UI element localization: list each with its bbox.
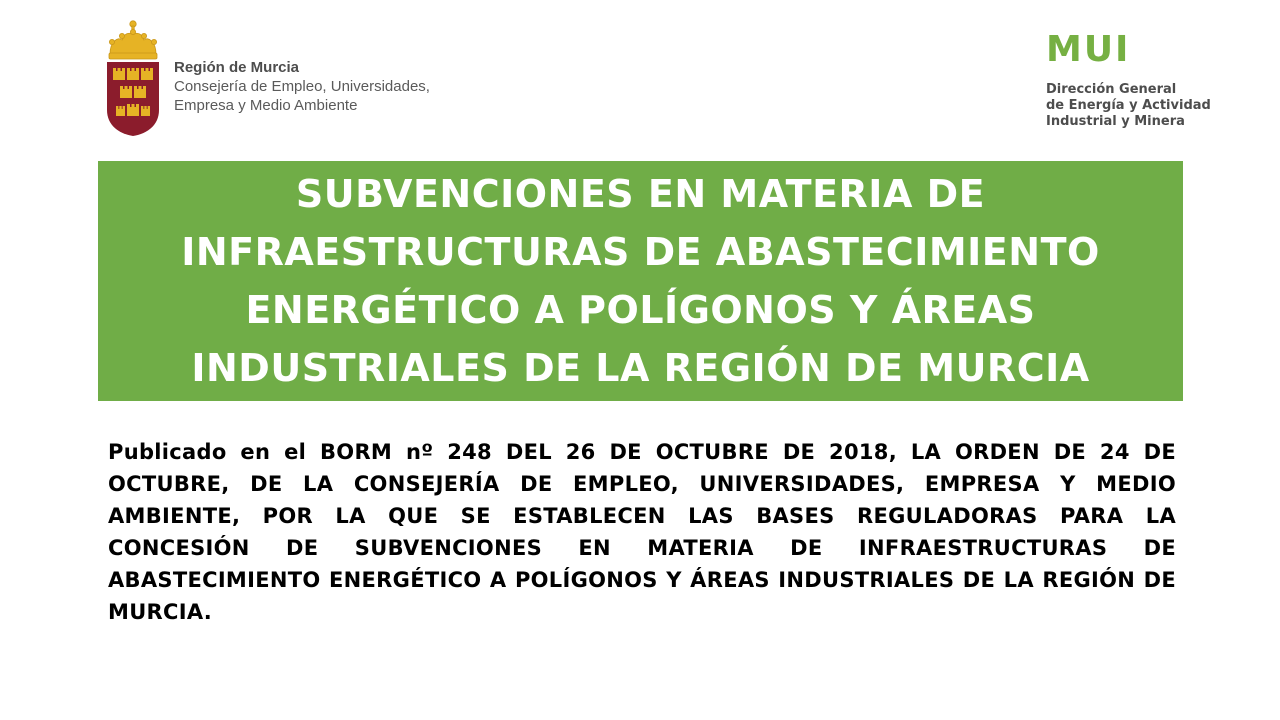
org-name: Región de Murcia	[174, 59, 300, 76]
region-murcia-logo	[104, 18, 430, 138]
direccion-line-3: Industrial y Minera	[1046, 114, 1185, 129]
page-title: SUBVENCIONES EN MATERIA DE INFRAESTRUCTURAS DE ABASTECIMIENTO ENERGÉTICO A POLÍGONOS Y ÁREAS INDUSTRIALES DE LA REGIÓN DE MURCIA	[181, 172, 1100, 390]
mui-logo	[1046, 30, 1211, 130]
publication-notice: Publicado en el BORM nº 248 DEL 26 DE OCTUBRE DE 2018, LA ORDEN DE 24 DE OCTUBRE, DE LA CONSEJERÍA DE EMPLEO, UNIVERSIDADES, EMPRESA Y MEDIO AMBIENTE, POR LA QUE SE ESTABLECEN LAS BASES REGULADORAS PARA LA CONCESIÓN DE SUBVENCIONES EN MATERIA DE INFRAESTRUCTURAS DE ABASTECIMIENTO ENERGÉTICO A POLÍGONOS Y ÁREAS INDUSTRIALES DE LA REGIÓN DE MURCIA.	[108, 440, 1176, 624]
direccion-line-2: de Energía y Actividad	[1046, 98, 1211, 113]
direccion-general-text	[1046, 82, 1211, 130]
title-banner	[98, 161, 1183, 401]
mui-acronym: MUI	[1046, 29, 1131, 70]
region-murcia-text	[174, 58, 430, 115]
consejeria-line: Consejería de Empleo, Universidades,	[174, 78, 430, 95]
region-murcia-crest-icon	[104, 18, 162, 138]
consejeria-line-2: Empresa y Medio Ambiente	[174, 97, 358, 114]
direccion-line-1: Dirección General	[1046, 82, 1177, 97]
